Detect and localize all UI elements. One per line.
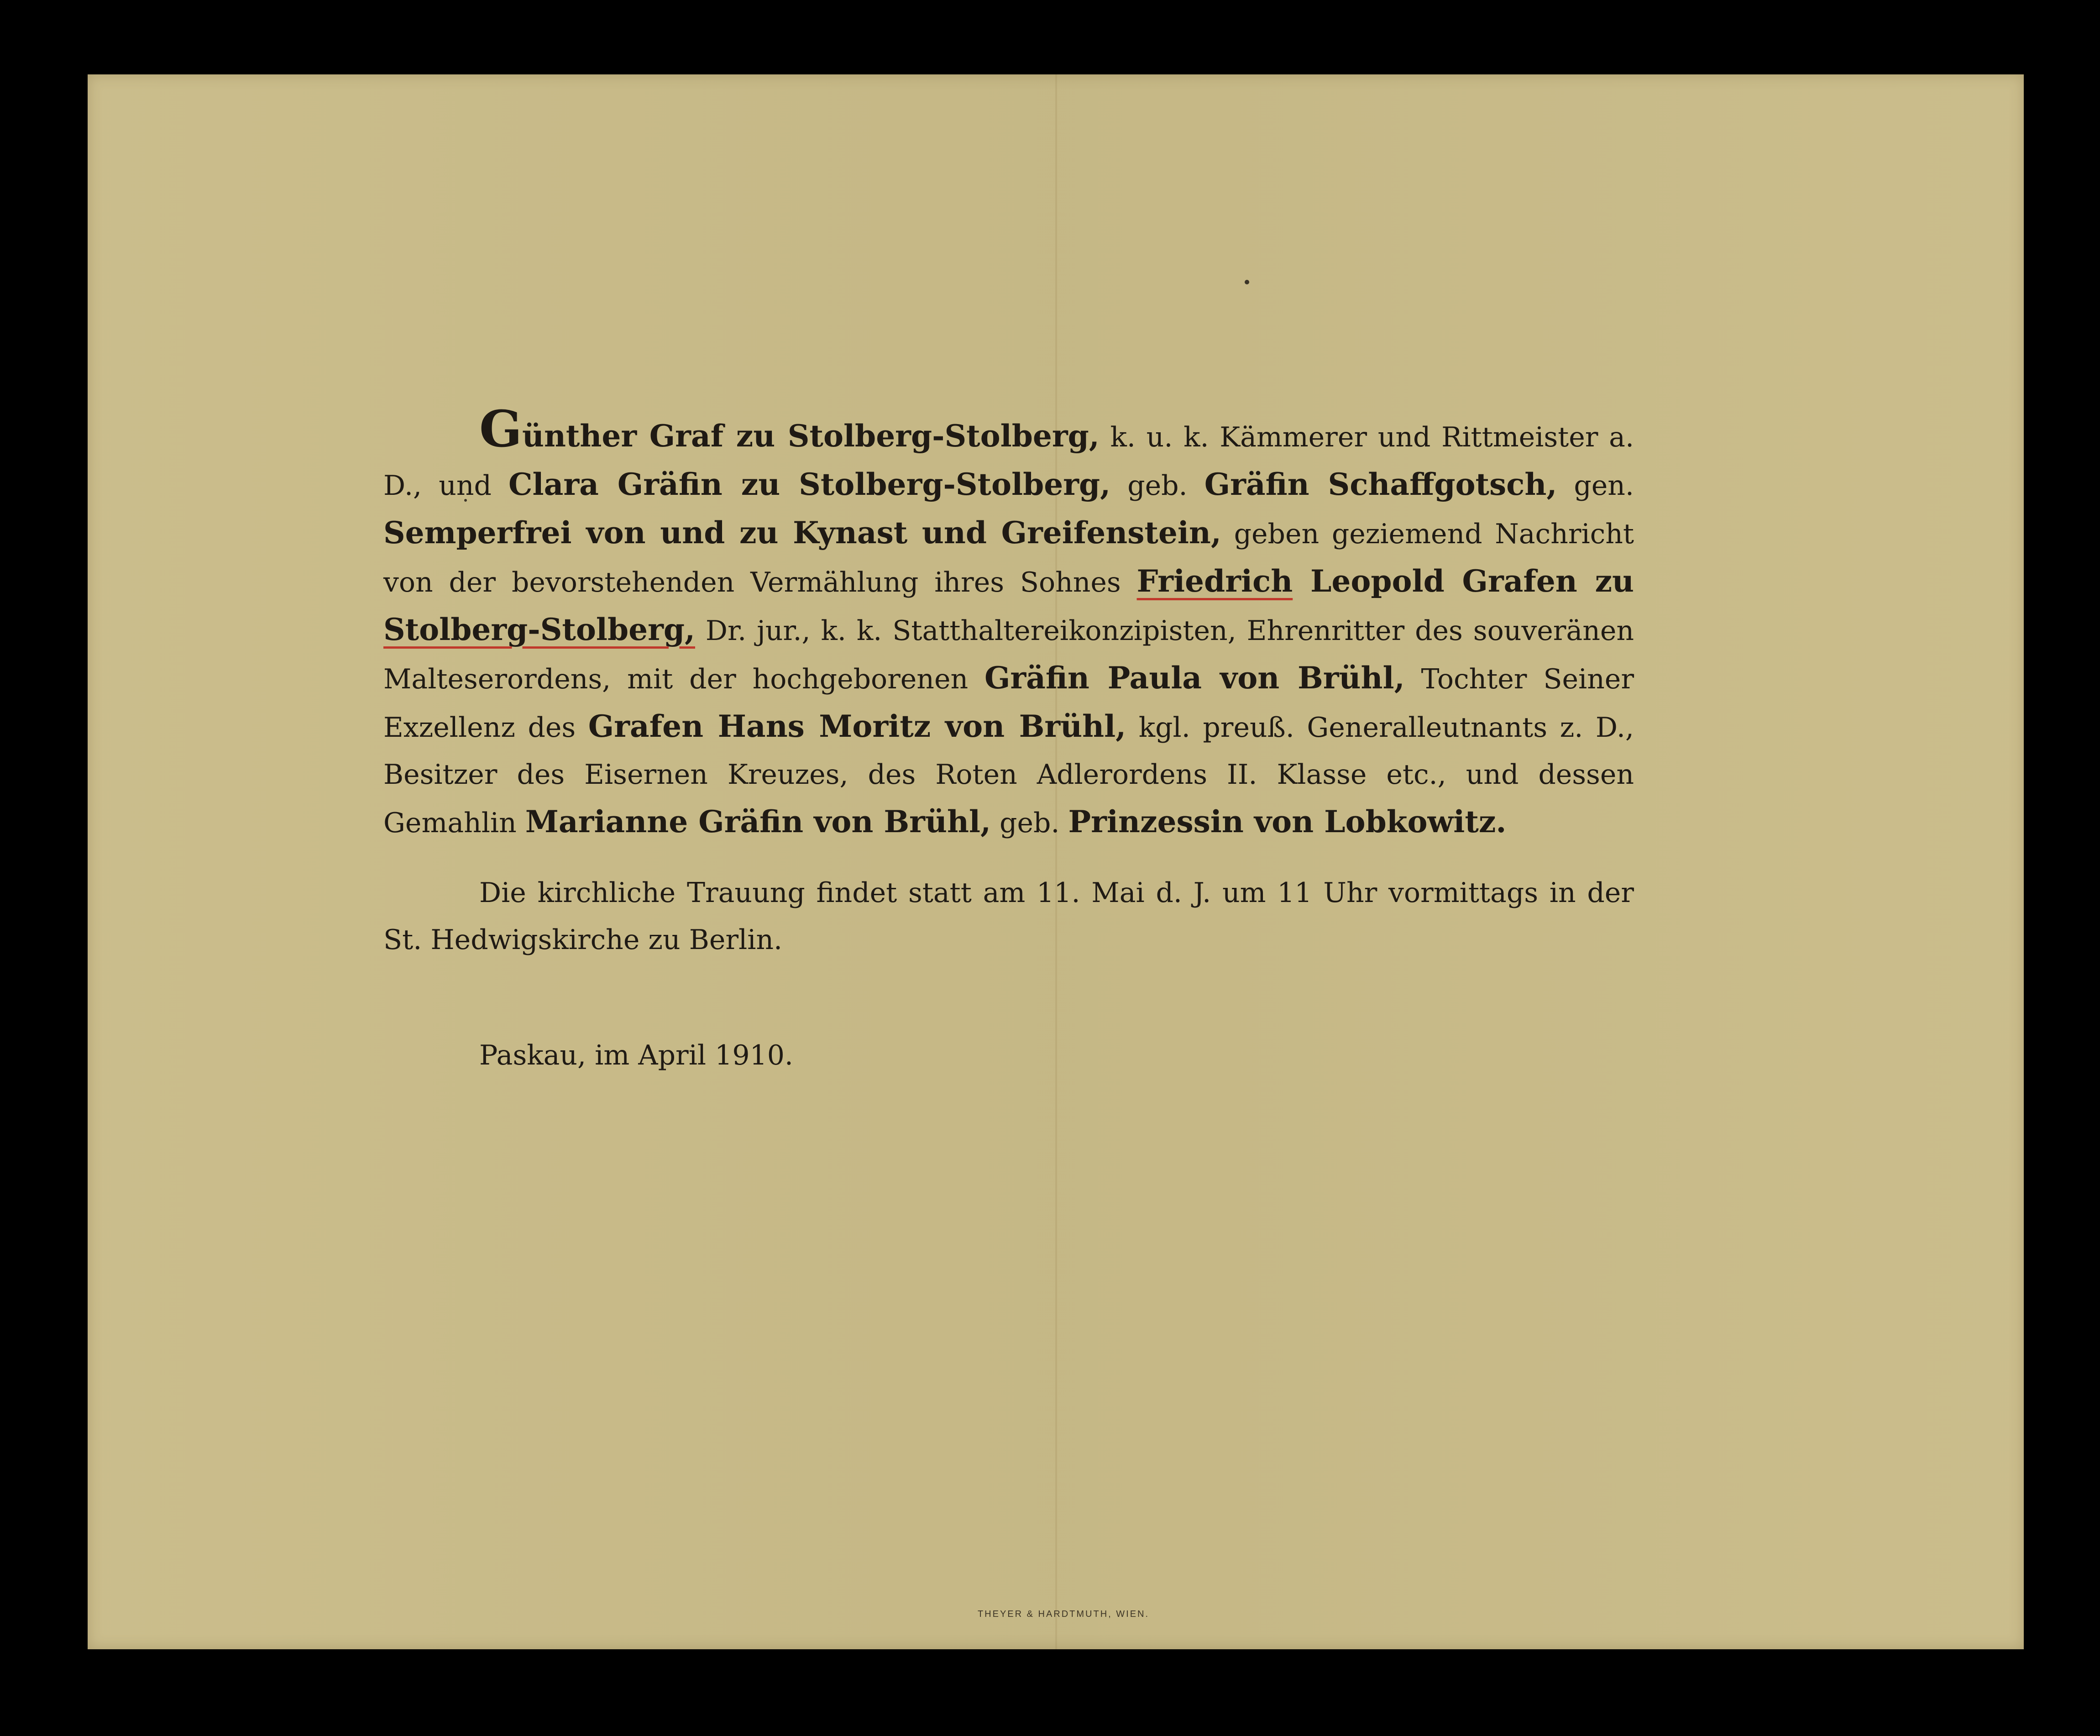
name-marianne: Marianne Gräfin von Brühl, — [525, 804, 991, 839]
name-stolberg: Stolberg-Stolberg, — [383, 612, 695, 647]
name-semperfrei: Semperfrei von und zu Kynast und Greifenstein, — [383, 515, 1221, 551]
printer-imprint: THEYER & HARDTMUTH, WIEN. — [977, 1609, 1150, 1619]
name-clara: Clara Gräfin zu Stolberg-Stolberg, — [508, 467, 1111, 502]
name-hans-moritz: Grafen Hans Moritz von Brühl, — [588, 708, 1126, 744]
announcement-text — [383, 399, 1634, 1079]
name-leopold: Leopold Grafen zu — [1293, 563, 1634, 599]
name-guenther: ünther Graf zu Stolberg-Stolberg, — [522, 418, 1100, 454]
text-segment: geben geziemend Nachricht von der bevorstehenden Vermählung ihres Sohnes — [383, 518, 1634, 598]
paper-speck — [1245, 280, 1249, 284]
name-friedrich: Friedrich — [1136, 563, 1293, 599]
place-date: Paskau, im April 1910. — [479, 1039, 793, 1071]
name-paula: Gräfin Paula von Brühl, — [984, 660, 1405, 696]
text-segment: kgl. preuß. Generalleutnants z. D., Besitzer des Eisernen Kreuzes, des Roten Adlerordens II. Klasse etc., und dessen Gemahlin — [383, 712, 1634, 839]
announcement-paragraph — [383, 399, 1634, 847]
text-segment: geb. — [1110, 470, 1204, 502]
text-segment: Dr. jur., k. k. Statthaltereikonzipisten, Ehrenritter des souveränen Malteserordens, mit der hochgeborenen — [383, 615, 1634, 695]
text-segment: k. u. k. Kämmerer und Rittmeister a. D., und — [383, 421, 1634, 502]
text-segment: gen. — [1557, 470, 1634, 502]
name-schaffgotsch: Gräfin Schaffgotsch, — [1204, 467, 1557, 502]
wedding-details: Die kirchliche Trauung findet statt am 11. Mai d. J. um 11 Uhr vormittags in der St. Hedwigskirche zu Berlin. — [383, 877, 1634, 956]
text-segment: Tochter Seiner Exzellenz des — [383, 663, 1634, 744]
name-lobkowitz: Prinzessin von Lobkowitz. — [1068, 804, 1507, 839]
text-segment: geb. — [990, 807, 1068, 839]
initial-letter: G — [479, 399, 522, 458]
